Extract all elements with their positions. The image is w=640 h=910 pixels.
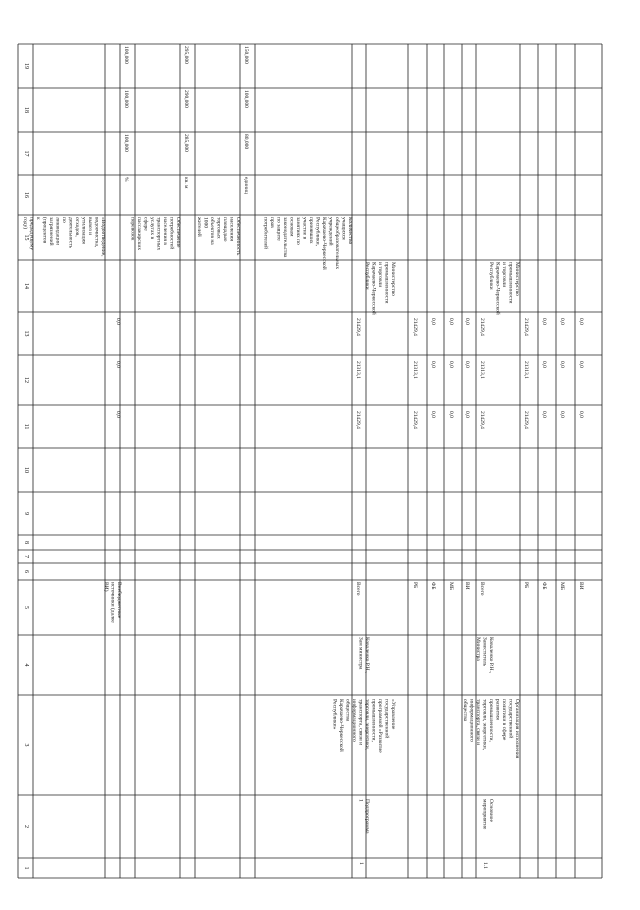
indicator-text: вывоз и: [87, 217, 93, 236]
value-cell: 0,0: [115, 361, 121, 368]
value-cell: 21429,4: [479, 411, 485, 429]
source-label: ВИ): [103, 582, 109, 592]
value-cell: 0,0: [559, 411, 565, 418]
row-title: информационного: [468, 699, 475, 742]
value-cell: 0,0: [464, 318, 470, 325]
value-cell: 0,0: [448, 411, 454, 418]
indicator-name: Количество: [347, 217, 353, 245]
indicator-name: общеобразовательных: [334, 217, 340, 270]
indicator-name: транспортных: [155, 217, 162, 251]
indicator-name: сфере: [142, 217, 149, 231]
funding-source: Всего: [355, 582, 361, 596]
row-title: программой «Развитие: [377, 699, 383, 753]
indicator-value: 290,000: [183, 90, 189, 108]
indicator-name: жителей: [196, 217, 202, 237]
column-number: 4: [23, 663, 29, 667]
indicator-name: учащихся: [340, 217, 347, 240]
indicator-value: 285,000: [183, 134, 189, 152]
column-number: 6: [23, 570, 29, 573]
indicator-value: 295,000: [183, 46, 189, 64]
row-type: мероприятие: [481, 799, 488, 830]
row-title: Республики»: [331, 699, 338, 730]
value-cell: 21429,4: [523, 411, 529, 429]
funding-source: Всего: [479, 582, 485, 596]
value-cell: 21429,4: [412, 411, 418, 429]
funding-source: МБ: [448, 582, 454, 591]
value-cell: 21429,4: [355, 411, 361, 429]
table-cells: [22, 46, 584, 870]
indicator-name: Обеспеченность: [235, 217, 241, 256]
column-number: 16: [23, 192, 29, 198]
funding-source: МБ: [559, 582, 565, 591]
row-title: информационного: [351, 699, 357, 742]
row-title: промышленности,: [488, 699, 494, 742]
indicator-text: утилизация: [80, 217, 87, 244]
indicator-text: к: [35, 217, 41, 220]
indicator-name: учреждений: [327, 217, 334, 246]
column-number: 9: [23, 512, 29, 515]
row-title: торговли, энергетики,: [364, 699, 370, 751]
indicator-name: основам: [288, 217, 295, 237]
indicator-text: отходов,: [74, 217, 80, 237]
indicator-unit: единиц: [243, 177, 249, 194]
row-title: транспорта, связи и: [475, 699, 481, 746]
indicator-value: 100,000: [243, 90, 249, 108]
column-number: 3: [23, 743, 29, 747]
value-cell: 21313,1: [479, 361, 485, 379]
value-cell: 0,0: [448, 318, 454, 325]
row-title: государственной: [383, 699, 390, 739]
executor: и торговли: [377, 262, 383, 288]
column-number: 19: [23, 63, 29, 69]
value-cell: 0,0: [578, 361, 584, 368]
indicator-text: по: [61, 217, 67, 223]
funding-source: РБ: [412, 582, 418, 589]
row-title: торговли, энергетики,: [481, 699, 488, 751]
executor: Карачаево-Черкесской: [494, 262, 501, 315]
executor: и торговли: [501, 262, 507, 288]
column-number: 1: [23, 866, 29, 870]
row-title: промышленности,: [370, 699, 377, 742]
funding-source: ВИ: [578, 582, 584, 590]
value-cell: 0,0: [559, 361, 565, 368]
value-cell: 0,0: [448, 361, 454, 368]
indicator-name: Обеспечение: [175, 217, 181, 248]
row-title: Организация исполнения: [514, 699, 520, 759]
column-number: 13: [23, 330, 29, 337]
indicator-name: принявших: [308, 217, 314, 244]
indicator-name: занятиях по: [295, 217, 301, 245]
source-label: Внебюджетные: [116, 582, 122, 619]
value-cell: 21313,1: [355, 361, 361, 379]
executor: Республики: [488, 262, 494, 290]
indicator-name: по защите: [275, 217, 282, 241]
value-cell: 0,0: [430, 411, 436, 418]
row-title: Карачаево-Черкесской: [338, 699, 344, 752]
executor: Министерство: [390, 262, 396, 296]
indicator-value: 100,000: [123, 90, 129, 108]
indicator-value: 150,000: [243, 46, 249, 64]
executor: Карачаево-Черкесской: [370, 262, 377, 315]
indicator-name: Карачаево-Черкесской: [321, 217, 327, 270]
value-cell: 21429,4: [479, 318, 485, 336]
value-cell: 0,0: [578, 411, 584, 418]
row-title: транспорта, связи и: [357, 699, 364, 746]
row-type: 1: [357, 799, 364, 802]
indicator-value: 100,000: [123, 46, 129, 64]
indicator-name: участие в: [301, 217, 308, 240]
indicator-text: водоочистка,: [93, 217, 100, 248]
indicator-unit: кв. м: [183, 177, 189, 189]
indicator-unit: %: [123, 177, 129, 182]
row-title: развития: [494, 699, 501, 720]
column-number: 18: [23, 107, 29, 113]
value-cell: 21313,1: [523, 361, 529, 379]
column-number: 17: [23, 150, 29, 157]
column-number: 15: [23, 234, 29, 241]
indicator-name: населения в: [162, 217, 168, 245]
indicator-name: 1000: [202, 217, 209, 228]
value-cell: 21429,4: [523, 318, 529, 336]
indicator-name: прав: [269, 217, 275, 228]
responsible-person: Зам министра: [357, 637, 364, 670]
column-number: 2: [23, 825, 29, 828]
column-number: 11: [23, 423, 29, 430]
value-cell: 0,0: [115, 411, 121, 418]
funding-source: РБ: [523, 582, 529, 589]
value-cell: 0,0: [578, 318, 584, 325]
column-number: 5: [23, 606, 29, 609]
column-number: 7: [23, 555, 29, 558]
responsible-person: Министра: [475, 637, 481, 661]
responsible-person: Коваленко Р.Н.,: [488, 637, 494, 674]
column-number: 12: [23, 377, 29, 383]
value-cell: 0,0: [541, 411, 547, 418]
indicator-name: Республики,: [314, 217, 321, 246]
column-number: 10: [23, 467, 29, 473]
column-number: 14: [23, 283, 29, 289]
row-number: 1.1: [482, 862, 488, 869]
value-cell: 0,0: [464, 411, 470, 418]
value-cell: 21429,4: [412, 318, 418, 336]
source-label: источники (далее: [109, 582, 116, 623]
indicator-name: потребителей: [262, 217, 269, 249]
value-cell: 21429,4: [355, 318, 361, 336]
executor: промышленности: [383, 262, 390, 304]
row-number: 1: [358, 862, 364, 865]
column-number: 8: [23, 541, 29, 544]
indicator-name: торговых: [215, 217, 222, 239]
funding-source: ФБ: [430, 582, 436, 590]
funding-source: ФБ: [541, 582, 547, 590]
row-title: политики в сфере: [501, 699, 507, 741]
indicator-name: площадью: [222, 217, 228, 242]
indicator-name: услугах в: [149, 217, 155, 240]
executor: Республики: [364, 262, 370, 290]
value-cell: 0,0: [464, 361, 470, 368]
row-title: общества: [462, 699, 468, 722]
row-type: Подпрограмма: [364, 799, 370, 834]
executor: Министерство: [514, 262, 520, 296]
indicator-name: объектов на: [209, 217, 215, 245]
row-title: общества: [344, 699, 351, 722]
indicator-text: загрязнений: [48, 217, 54, 246]
responsible-person: Коваленко Р.Н.,: [364, 637, 370, 674]
value-cell: 0,0: [541, 361, 547, 368]
indicator-name: потребностей: [168, 217, 175, 250]
value-cell: 21313,1: [412, 361, 418, 379]
indicator-text: деятельность: [67, 217, 74, 249]
indicator-name: пассажирских: [136, 217, 142, 251]
indicator-value: 80,000: [243, 134, 249, 150]
indicator-name: перевозок: [129, 217, 136, 241]
indicator-text: предыдущему: [28, 217, 35, 251]
value-cell: 0,0: [430, 361, 436, 368]
value-cell: 0,0: [430, 318, 436, 325]
value-cell: 0,0: [541, 318, 547, 325]
responsible-person: Заместитель: [481, 637, 488, 667]
row-title: государственной: [507, 699, 514, 739]
row-title: «Управление: [390, 699, 396, 730]
row-type: Основное: [488, 799, 494, 822]
indicator-name: населения: [228, 217, 235, 241]
indicator-text: ликвидации: [54, 217, 61, 245]
funding-source: ВИ: [464, 582, 470, 590]
indicator-text: «Водоотведение,: [100, 217, 106, 257]
value-cell: 0,0: [559, 318, 565, 325]
indicator-value: 100,000: [123, 134, 129, 152]
indicator-text: (процентов: [41, 217, 48, 244]
value-cell: 0,0: [115, 318, 121, 325]
indicator-text: году): [22, 217, 28, 230]
executor: промышленности: [507, 262, 514, 304]
indicator-name: законодательства: [282, 217, 288, 258]
